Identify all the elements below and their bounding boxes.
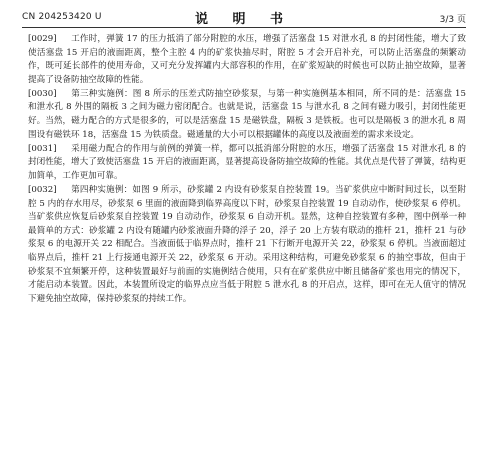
paragraph-text: 第四种实施例：如图 9 所示，砂浆罐 2 内设有砂浆泵自控装置 19。当矿浆供应中断时间过长，以至附腔 5 内的存水用尽，砂浆泵 6 里面的液面降到临界高度以下时，砂浆泵自控装置 19 自动动作，使砂浆泵 6 停机。当矿浆供应恢复后砂浆泵自控装置 19 自动动作，砂浆泵 6 自动开机。显然，这种自控装置有多种，图中例举一种最简单的方式：砂浆罐 2 内设有随罐内砂浆液面升降的浮子 20，浮子 20 上方装有联动的推杆 21，推杆 21 与砂浆泵 6 的电源开关 22 相配合。当液面低于临界点时，推杆 21 下行断开电源开关 22，砂浆泵 6 停机。当液面超过临界点后，推杆 21 上行接通电源开关 22，砂浆泵 6 开动。采用这种结构，可避免砂浆泵 6 的抽空事故，但由于砂浆泵不宜频繁开停，这种装置最好与前面的实施例结合使用，只有在矿浆供应中断且储备矿浆也用完的情况下，才能启动本装置。因此，本装置所设定的临界点应当低于附腔 5 泄水孔 8 的开启点，这样，即可在无人值守的情况下避免抽空故障，保持砂浆泵的持续工作。 <box>28 185 466 304</box>
document-body <box>28 33 466 307</box>
page-header <box>22 8 466 26</box>
paragraph-text: 采用磁力配合的作用与前例的弹簧一样，都可以抵消部分附腔的水压，增强了活塞盘 15 对泄水孔 8 的封闭性能，增大了致使活塞盘 15 开启的液面距离，显著提高设备防抽空故障的性能。其优点是代替了弹簧，结构更加简单，工作更加可靠。 <box>28 143 466 181</box>
document-title: 说 明 书 <box>194 12 294 27</box>
paragraph-number: [0032] <box>28 185 57 196</box>
paragraph-0030 <box>28 88 466 142</box>
paragraph-number: [0031] <box>28 143 57 154</box>
paragraph-text: 第三种实施例：图 8 所示的压差式防抽空砂浆泵，与第一种实施例基本相同，所不同的是：活塞盘 15 和泄水孔 8 外围的隔板 3 之间为磁力密闭配合。也就是说，活塞盘 15 与泄水孔 8 之间有磁力吸引，封闭性能更好。当然，磁力配合的方式是很多的，可以是活塞盘 15 是磁铁盘，隔板 3 是铁板。也可以是隔板 3 的泄水孔 8 周围设有磁铁环 18，活塞盘 15 为铁质盘。磁通量的大小可以根据罐体的高度以及液面差的需求来设定。 <box>28 88 466 140</box>
header-divider <box>22 27 466 28</box>
paragraph-0032 <box>28 184 466 306</box>
patent-number: CN 204253420 U <box>22 12 102 22</box>
paragraph-number: [0030] <box>28 88 57 99</box>
paragraph-0031 <box>28 143 466 184</box>
page-indicator: 3/3 页 <box>439 15 466 25</box>
paragraph-number: [0029] <box>28 34 57 44</box>
paragraph-0029 <box>28 33 466 87</box>
paragraph-text: 工作时，弹簧 17 的压力抵消了部分附腔的水压，增强了活塞盘 15 对泄水孔 8 的封闭性能，增大了致使活塞盘 15 开启的液面距离，整个主腔 4 内的矿浆快抽尽时，附腔 5 才会开启补充，可以防止活塞盘的频繁动作，既可延长部件的使用寿命，又可充分发挥罐内大部容积的作用，在矿浆短缺的时候也可以防止抽空故障，显著提高了设备防抽空故障的性能。 <box>28 34 466 85</box>
